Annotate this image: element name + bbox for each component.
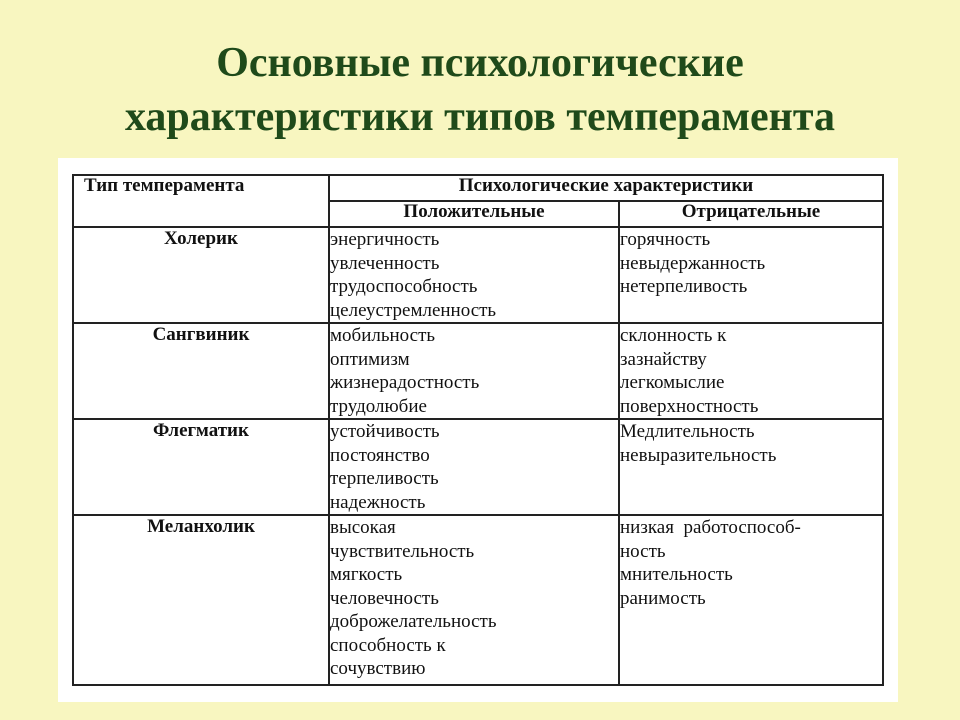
list-item: надежность — [330, 491, 426, 513]
header-type: Тип темперамента — [73, 175, 329, 227]
list-item: терпеливость — [330, 468, 439, 489]
table-row — [73, 515, 883, 685]
list-item: нетерпеливость — [620, 276, 748, 297]
list-item: зазнайству — [620, 348, 707, 370]
header-positive: Положительные — [329, 201, 619, 227]
table-row — [73, 227, 883, 323]
type-name: Меланхолик — [73, 515, 329, 685]
list-item: мобильность — [330, 325, 436, 346]
list-item: жизнерадостность — [330, 372, 480, 393]
slide-title — [0, 36, 960, 144]
negative-list — [619, 515, 883, 685]
list-item: оптимизм — [330, 348, 410, 370]
list-item: невыдержанность — [620, 252, 766, 274]
list-item: чувствительность — [330, 540, 475, 562]
type-name: Флегматик — [73, 419, 329, 515]
temperament-table — [72, 174, 884, 686]
positive-list — [329, 515, 619, 685]
list-item: невыразительность — [620, 444, 777, 466]
type-name: Сангвиник — [73, 323, 329, 419]
list-item: Медлительность — [620, 421, 755, 442]
title-line-2: характеристики типов темперамента — [124, 94, 836, 140]
list-item: мягкость — [330, 564, 403, 585]
negative-list — [619, 323, 883, 419]
list-item: высокая — [330, 517, 396, 538]
positive-list — [329, 419, 619, 515]
list-item: ранимость — [620, 587, 706, 609]
negative-list — [619, 419, 883, 515]
list-item: ность — [620, 540, 666, 562]
list-item: склонность к — [620, 325, 727, 346]
list-item: постоянство — [330, 444, 430, 466]
header-characteristics: Психологические характеристики — [329, 175, 883, 201]
positive-list — [329, 227, 619, 323]
list-item: горячность — [620, 229, 711, 250]
list-item: увлеченность — [330, 252, 440, 274]
list-item: способность к — [330, 634, 446, 656]
positive-list — [329, 323, 619, 419]
list-item: трудоспособность — [330, 276, 478, 297]
list-item: целеустремленность — [330, 299, 497, 321]
list-item: легкомыслие — [620, 372, 725, 393]
list-item: мнительность — [620, 564, 733, 585]
header-negative: Отрицательные — [619, 201, 883, 227]
type-name: Холерик — [73, 227, 329, 323]
list-item: трудолюбие — [330, 395, 427, 417]
list-item: поверхностность — [620, 395, 759, 417]
negative-list — [619, 227, 883, 323]
list-item: доброжелательность — [330, 611, 497, 632]
table-row — [73, 323, 883, 419]
list-item: устойчивость — [330, 421, 440, 442]
list-item: энергичность — [330, 229, 440, 250]
table-panel — [58, 158, 898, 702]
list-item: сочувствию — [330, 658, 426, 679]
table-row — [73, 419, 883, 515]
title-line-1: Основные психологические — [216, 40, 744, 86]
list-item: низкая работоспособ- — [620, 517, 801, 538]
list-item: человечность — [330, 587, 439, 609]
